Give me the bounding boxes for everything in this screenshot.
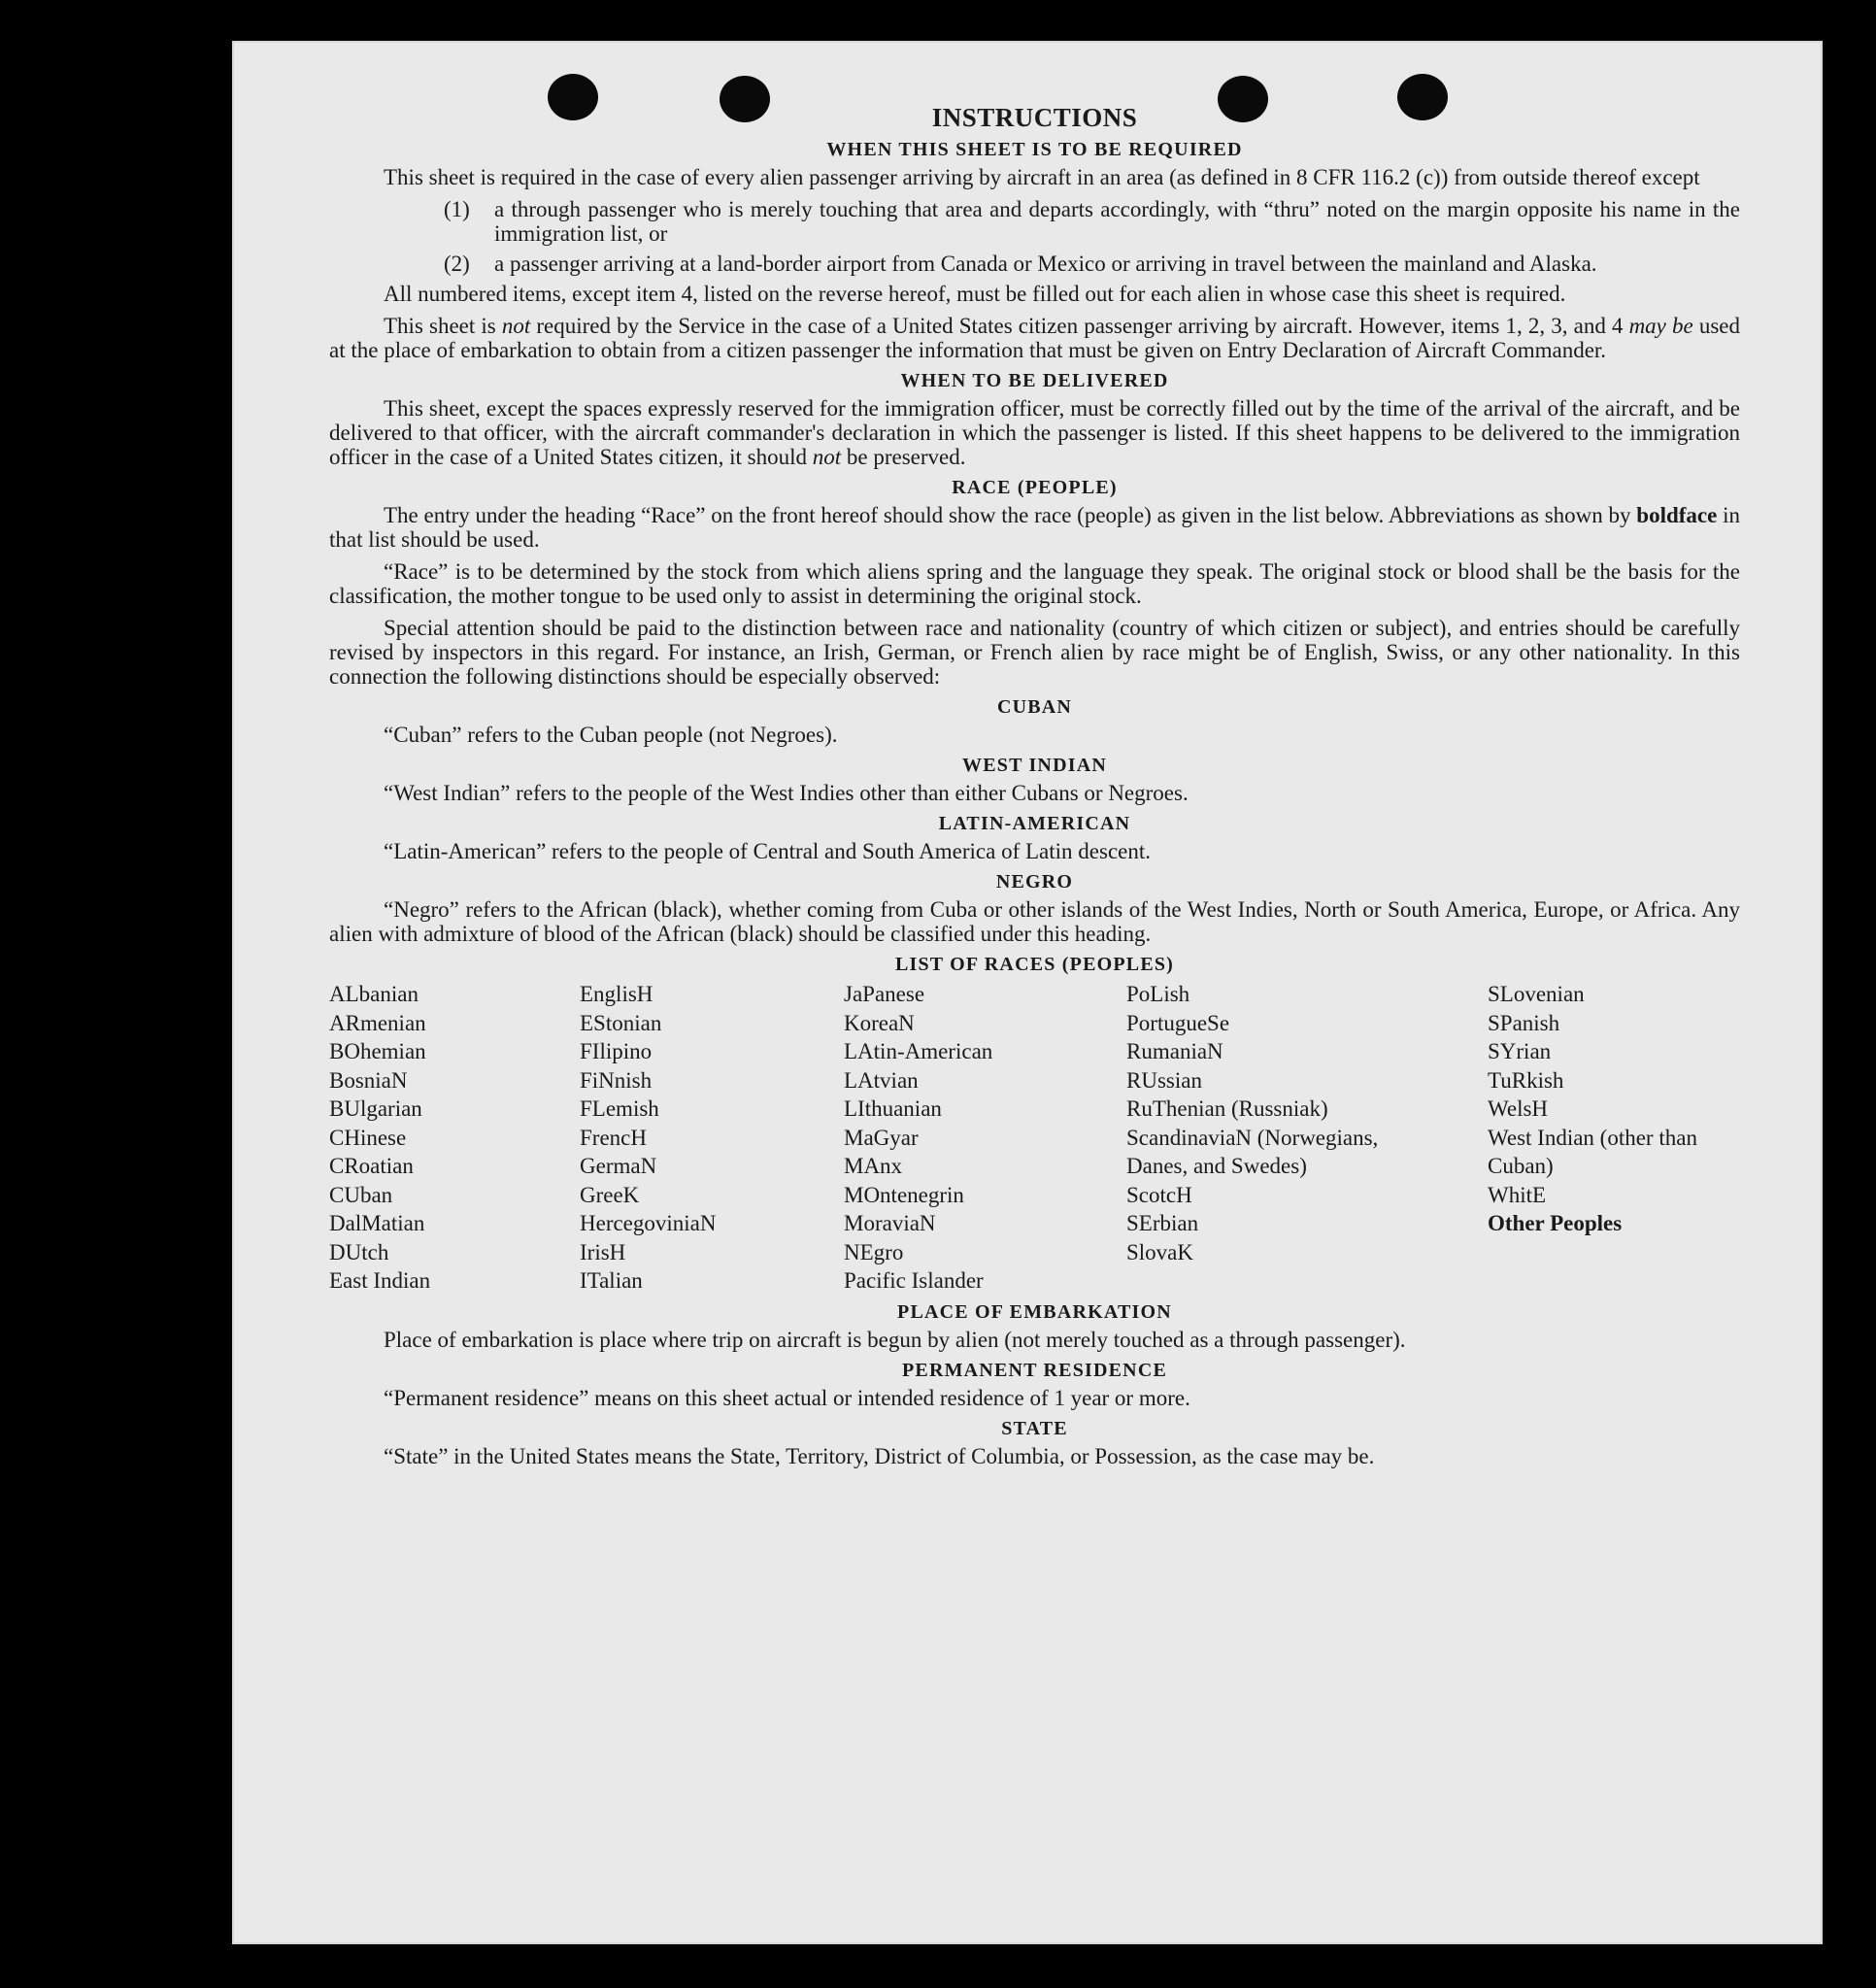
race-column — [580, 980, 844, 1296]
race-list-item: LAtin-American — [844, 1039, 993, 1063]
paragraph: “Latin-American” refers to the people of Central and South America of Latin descent. — [384, 839, 1151, 863]
race-list-item: LAtvian — [844, 1067, 919, 1093]
race-list-item: WhitE — [1488, 1182, 1547, 1207]
race-list-item: CRoatian — [329, 1154, 414, 1178]
race-list-item: Other Peoples — [1488, 1211, 1623, 1235]
race-list-item: RumaniaN — [1126, 1039, 1223, 1063]
paragraph: “Permanent residence” means on this sheet actual or intended residence of 1 year or more. — [384, 1385, 1190, 1410]
paragraph: “West Indian” refers to the people of the West Indies other than either Cubans or Negroes. — [384, 781, 1189, 805]
race-list-item: FIlipino — [580, 1039, 653, 1063]
race-list-item: FLemish — [580, 1096, 659, 1121]
paragraph: Special attention should be paid to the distinction between race and nationality (country of which citizen or subject), and entries should be carefully revised by inspectors in this regard. For instance, an Irish, German, or French alien by race might be of English, Swiss, or any other nationality. In this connection the following distinctions should be especially observed: — [329, 616, 1740, 689]
paragraph: “State” in the United States means the State, Territory, District of Columbia, or Possession, as the case may be. — [384, 1443, 1375, 1468]
race-list-item: MAnx — [844, 1154, 903, 1178]
race-list-item: ARmenian — [329, 1010, 426, 1035]
race-list-item: FrencH — [580, 1125, 647, 1150]
race-list-item: NEgro — [844, 1239, 904, 1264]
race-list-item: HercegoviniaN — [580, 1211, 717, 1235]
race-list-item: RUssian — [1126, 1067, 1202, 1093]
race-list-item: East Indian — [329, 1268, 431, 1293]
race-list-item: BOhemian — [329, 1039, 426, 1063]
race-list-item: Pacific Islander — [844, 1268, 984, 1293]
race-list-item: WelsH — [1488, 1096, 1549, 1121]
race-list-item: ITalian — [580, 1268, 643, 1293]
race-list-item: BUlgarian — [329, 1096, 422, 1121]
paragraph: “Race” is to be determined by the stock from which aliens spring and the language they speak. The original stock or blood shall be the basis for the classification, the mother tongue to be used only to assist in determining the original stock. — [329, 559, 1740, 608]
race-list-item: LIthuanian — [844, 1096, 942, 1121]
race-list-item: MOntenegrin — [844, 1182, 964, 1207]
race-list-item: West Indian (other than Cuban) — [1488, 1125, 1697, 1178]
document-page — [232, 41, 1823, 1944]
subheading-latin-american: LATIN-AMERICAN — [938, 813, 1131, 834]
race-list-item: EStonian — [580, 1010, 662, 1035]
paragraph: “Negro” refers to the African (black), whether coming from Cuba or other islands of the West Indies, North or South America, Europe, or Africa. Any alien with admixture of blood of the African (black) should be classified under this heading. — [329, 897, 1740, 946]
paragraph: Place of embarkation is place where trip on aircraft is begun by alien (not merely touched as a through passenger). — [384, 1327, 1406, 1352]
page-title: INSTRUCTIONS — [931, 103, 1138, 132]
paragraph: This sheet, except the spaces expressly reserved for the immigration officer, must be correctly filled out by the time of the arrival of the aircraft, and be delivered to that officer, with the aircraft commander's declaration in which the passenger is listed. If this sheet happens to be delivered to the immigration officer in the case of a United States citizen, it should not be preserved. — [329, 396, 1740, 469]
race-list-item: CHinese — [329, 1125, 407, 1150]
section-heading: WHEN TO BE DELIVERED — [900, 370, 1169, 391]
list-item — [444, 197, 1740, 246]
section-heading: RACE (PEOPLE) — [952, 477, 1118, 498]
list-item-text: a passenger arriving at a land-border airport from Canada or Mexico or arriving in travel between the mainland and Alaska. — [494, 252, 1597, 276]
paragraph: This sheet is not required by the Service in the case of a United States citizen passenger arriving by aircraft. However, items 1, 2, 3, and 4 may be used at the place of embarkation to obtain from a citizen passenger the information that must be given on Entry Declaration of Aircraft Commander. — [329, 314, 1740, 362]
race-list-item: ScotcH — [1126, 1182, 1192, 1207]
race-list-item: ALbanian — [329, 982, 419, 1006]
race-list-item: JaPanese — [844, 982, 925, 1006]
race-list-item: MaGyar — [844, 1125, 919, 1150]
list-item — [444, 252, 1740, 276]
paragraph: “Cuban” refers to the Cuban people (not Negroes). — [384, 723, 838, 747]
race-list-item: SErbian — [1126, 1211, 1199, 1235]
race-list-item: SlovaK — [1126, 1239, 1193, 1264]
race-column — [329, 980, 580, 1296]
race-list-item: PoLish — [1126, 982, 1190, 1006]
paragraph: The entry under the heading “Race” on the front hereof should show the race (people) as given in the list below. Abbreviations as shown by boldface in that list should be used. — [329, 503, 1740, 552]
race-list-item: GermaN — [580, 1154, 657, 1178]
instructions-content — [329, 103, 1740, 1476]
race-list-item: GreeK — [580, 1182, 640, 1207]
section-heading: PERMANENT RESIDENCE — [901, 1359, 1168, 1381]
race-list-item: ScandinaviaN (Norwegians, Danes, and Swedes) — [1126, 1125, 1379, 1178]
race-list-item: MoraviaN — [844, 1211, 936, 1235]
subheading-cuban: CUBAN — [996, 696, 1073, 718]
section-heading: LIST OF RACES (PEOPLES) — [894, 954, 1175, 975]
race-list-item: CUban — [329, 1182, 393, 1207]
list-item-number: (1) — [444, 197, 470, 221]
race-list-item: DalMatian — [329, 1211, 425, 1235]
race-list — [329, 980, 1740, 1296]
paragraph: All numbered items, except item 4, listed on the reverse hereof, must be filled out for each alien in whose case this sheet is required. — [384, 282, 1566, 306]
section-heading: WHEN THIS SHEET IS TO BE REQUIRED — [826, 139, 1243, 160]
race-column — [844, 980, 1126, 1296]
race-column — [1126, 980, 1488, 1296]
section-heading: STATE — [1001, 1417, 1068, 1439]
list-item-text: a through passenger who is merely touching that area and departs accordingly, with “thru” noted on the margin opposite his name in the immigration list, or — [494, 197, 1740, 246]
race-list-item: PortugueSe — [1126, 1010, 1230, 1035]
section-heading: PLACE OF EMBARKATION — [897, 1300, 1172, 1323]
race-list-item: FiNnish — [580, 1067, 653, 1093]
race-list-item: SPanish — [1488, 1010, 1560, 1035]
race-list-item: SYrian — [1488, 1039, 1552, 1063]
race-list-item: EnglisH — [580, 982, 653, 1006]
subheading-negro: NEGRO — [995, 871, 1074, 893]
race-list-item: RuThenian (Russniak) — [1126, 1096, 1328, 1121]
subheading-west-indian: WEST INDIAN — [962, 755, 1107, 776]
paragraph: This sheet is required in the case of every alien passenger arriving by aircraft in an area (as defined in 8 CFR 116.2 (c)) from outside thereof except — [384, 165, 1700, 189]
race-list-item: BosniaN — [329, 1067, 408, 1093]
race-list-item: DUtch — [329, 1239, 389, 1264]
race-list-item: TuRkish — [1488, 1067, 1564, 1093]
list-item-number: (2) — [444, 252, 470, 276]
race-list-item: KoreaN — [844, 1010, 915, 1035]
race-list-item: IrisH — [580, 1239, 626, 1264]
race-column — [1488, 980, 1740, 1296]
race-list-item: SLovenian — [1488, 982, 1585, 1006]
